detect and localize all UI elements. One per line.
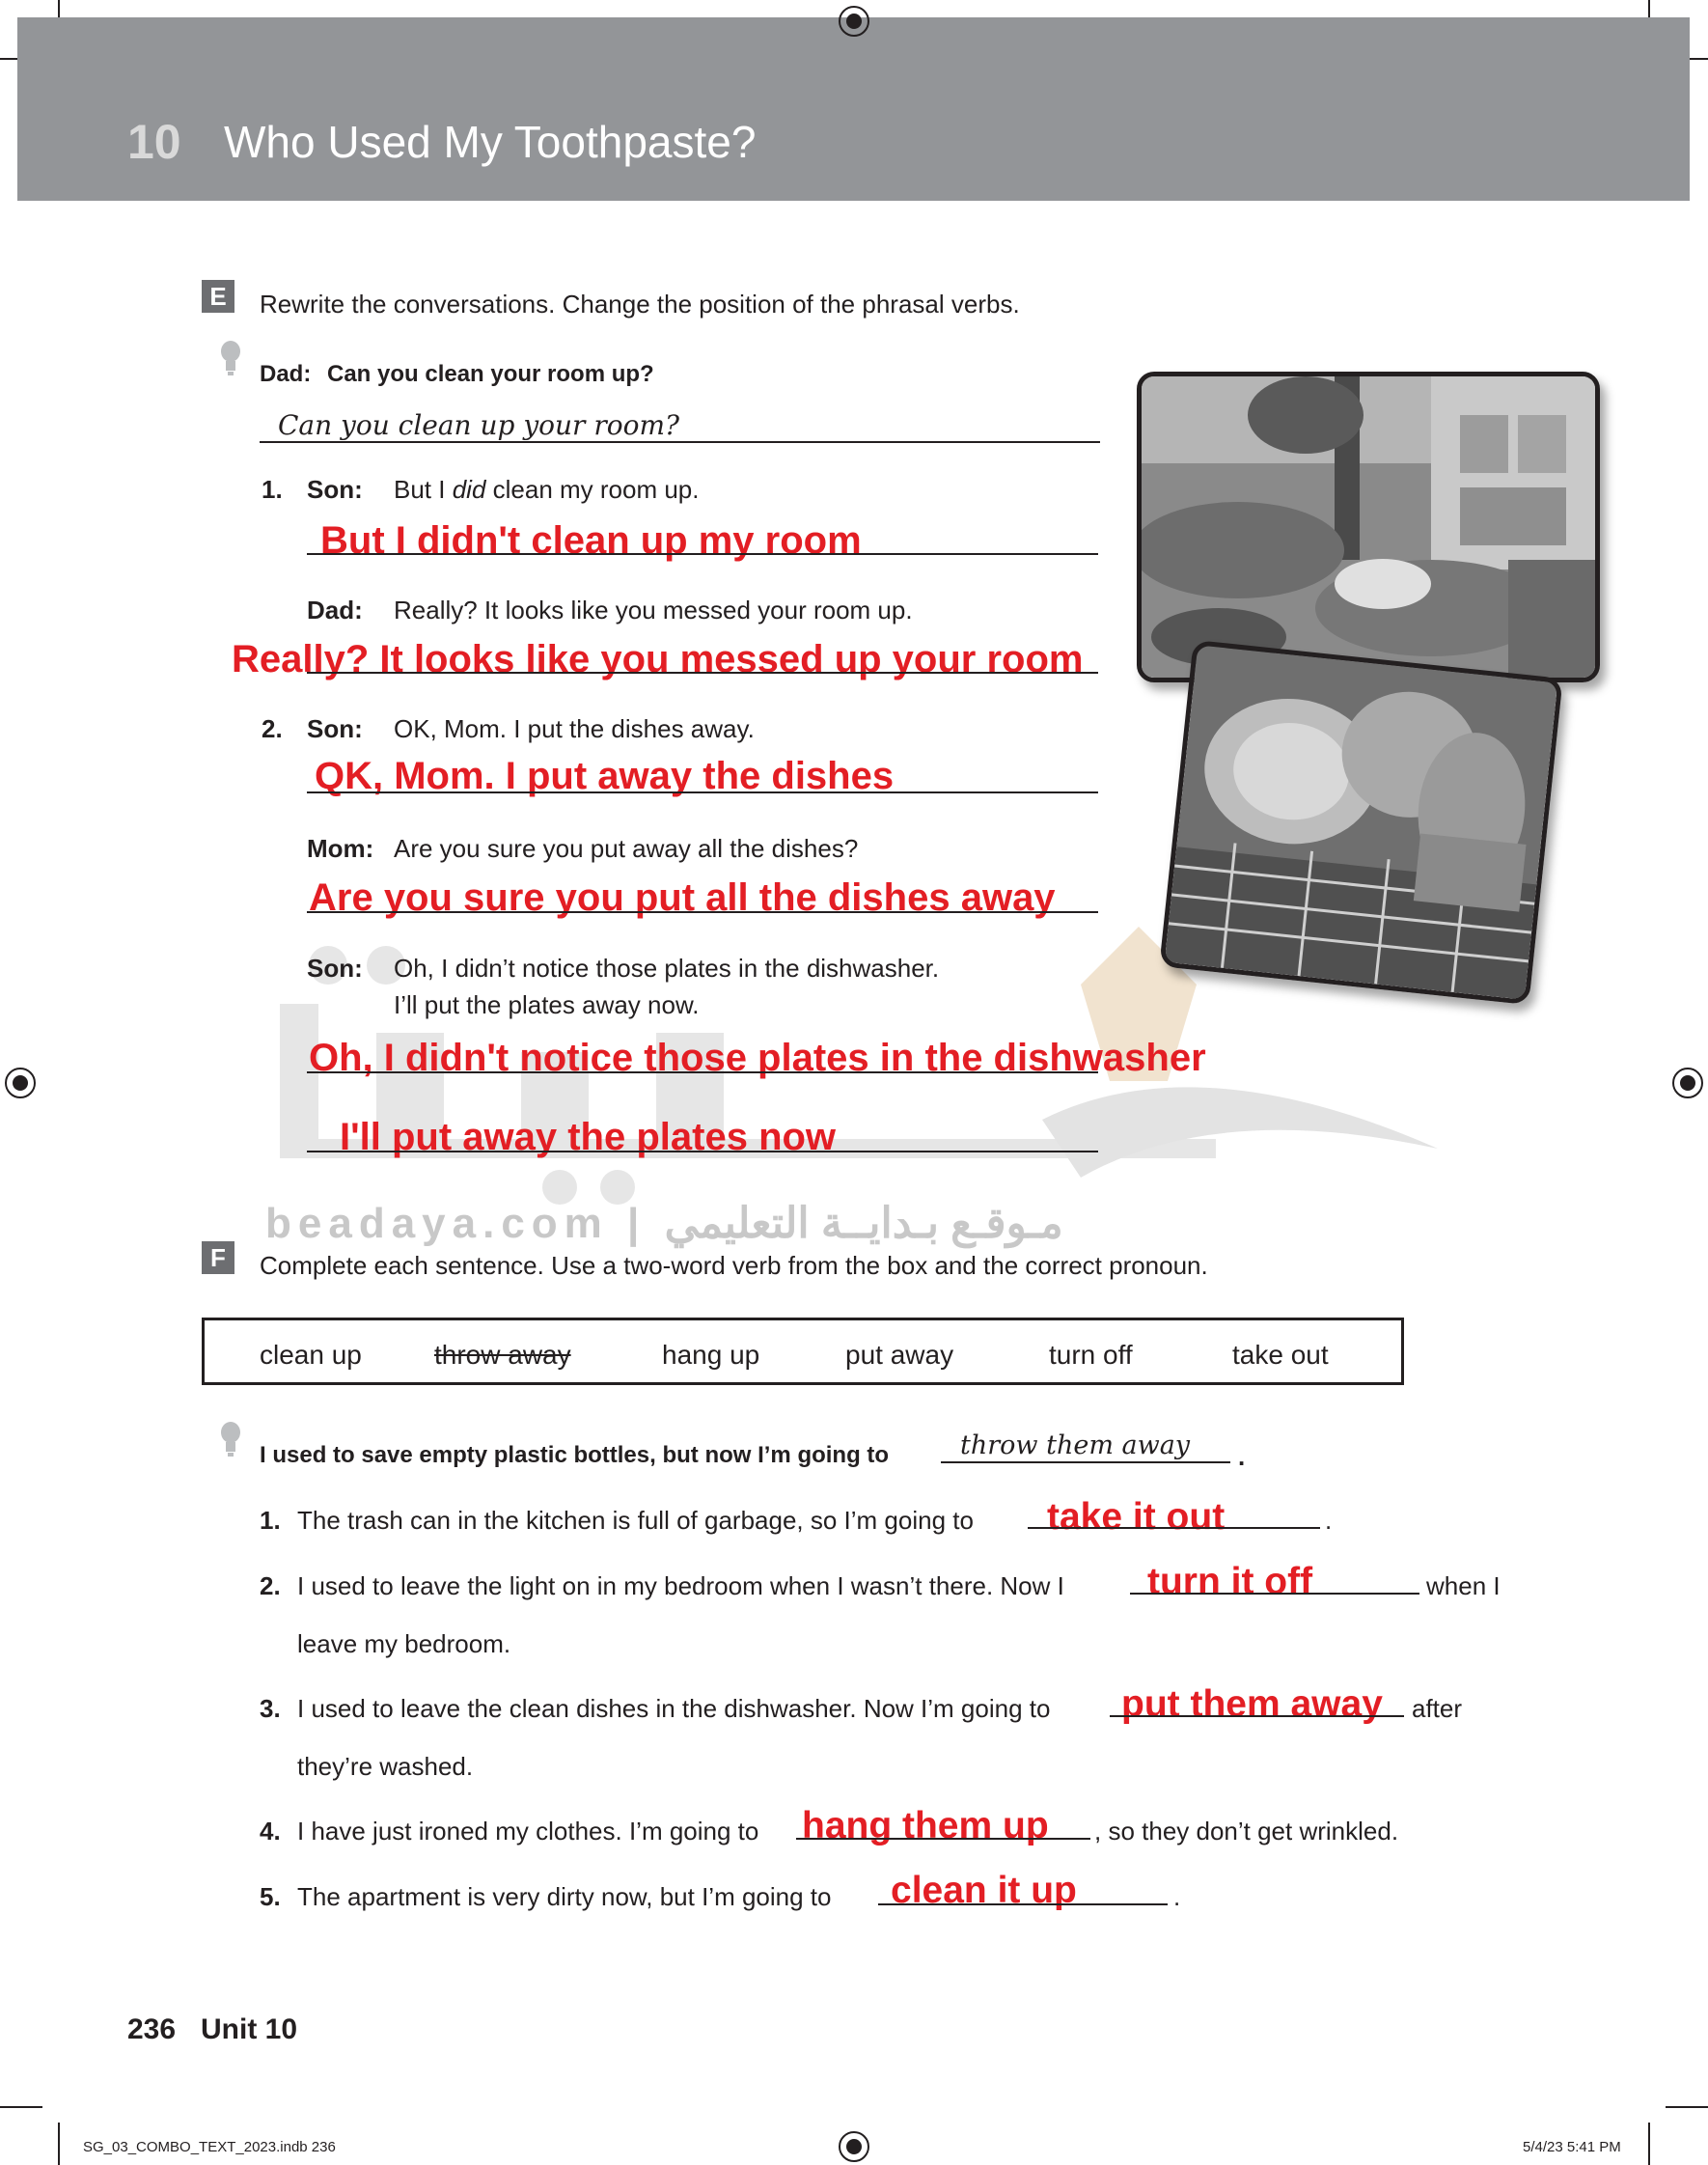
sentence-text: The apartment is very dirty now, but I’m going to <box>297 1882 832 1911</box>
messy-room-photo <box>1137 372 1600 682</box>
dialogue-line: OK, Mom. I put the dishes away. <box>394 714 755 743</box>
page-number: 236 <box>127 2013 177 2045</box>
sentence-text: . <box>1173 1882 1181 1911</box>
lightbulb-icon <box>220 1421 241 1457</box>
handwritten-answer: I'll put away the plates now <box>340 1116 837 1158</box>
item-number: 2. <box>260 1571 281 1600</box>
answer-line <box>307 911 1098 913</box>
dialogue-line: Are you sure you put away all the dishes? <box>394 834 859 863</box>
section-e-label: E <box>202 280 234 313</box>
speaker-label: Son: <box>307 954 363 983</box>
unit-label: Unit 10 <box>201 2013 298 2045</box>
word-box-item: put away <box>845 1340 954 1370</box>
print-timestamp: 5/4/23 5:41 PM <box>1523 2139 1621 2155</box>
lightbulb-icon <box>220 340 241 376</box>
answer-line <box>307 791 1098 793</box>
crop-mark <box>1666 2106 1708 2108</box>
dialogue-line: Really? It looks like you messed your room up. <box>394 596 913 625</box>
dishwasher-photo <box>1159 640 1562 1005</box>
item-number: 4. <box>260 1817 281 1846</box>
item-number: 2. <box>262 714 283 743</box>
answer-line <box>941 1461 1230 1463</box>
speaker-label: Mom: <box>307 834 374 863</box>
answer-line <box>307 553 1098 555</box>
item-number: 5. <box>260 1882 281 1911</box>
dialogue-text: But I <box>394 475 453 504</box>
handwritten-answer: Are you sure you put all the dishes away <box>309 876 1056 919</box>
registration-mark-icon <box>5 1068 36 1098</box>
answer-line <box>1028 1527 1320 1529</box>
answer-line <box>878 1903 1168 1905</box>
handwritten-answer: QK, Mom. I put away the dishes <box>315 755 895 797</box>
answer-line <box>1130 1593 1419 1595</box>
dialogue-line: I’ll put the plates away now. <box>394 990 700 1019</box>
speaker-label: Son: <box>307 714 363 743</box>
answer-line <box>796 1838 1090 1840</box>
dialogue-line: Oh, I didn’t notice those plates in the dishwasher. <box>394 954 940 983</box>
word-box-item-crossed: throw away <box>434 1340 571 1370</box>
handwritten-answer: Oh, I didn't notice those plates in the dishwasher <box>309 1037 1206 1079</box>
sentence-text: leave my bedroom. <box>297 1629 511 1658</box>
sentence-text: I used to leave the clean dishes in the dishwasher. Now I’m going to <box>297 1694 1051 1723</box>
crop-mark <box>1648 2123 1650 2165</box>
watermark-text: beadaya.com | مـوقـع بـدايــة التعليمي <box>265 1200 1063 1247</box>
section-f-instruction: Complete each sentence. Use a two-word verb from the box and the correct pronoun. <box>260 1251 1208 1280</box>
sentence-text: . <box>1325 1506 1333 1535</box>
answer-line <box>307 1071 1098 1073</box>
sentence-text: after <box>1412 1694 1463 1723</box>
handwritten-answer: put them away <box>1121 1683 1383 1725</box>
sentence-text: I used to leave the light on in my bedroom when I wasn’t there. Now I <box>297 1571 1064 1600</box>
registration-mark-icon <box>1672 1068 1703 1098</box>
handwritten-answer: But I didn't clean up my room <box>320 519 862 562</box>
handwritten-answer: hang them up <box>802 1805 1049 1846</box>
section-e-instruction: Rewrite the conversations. Change the position of the phrasal verbs. <box>260 290 1020 319</box>
word-box-item: hang up <box>662 1340 760 1370</box>
registration-mark-icon <box>839 2131 869 2162</box>
sentence-text: they’re washed. <box>297 1752 474 1781</box>
example-speaker: Dad: <box>260 361 312 387</box>
crop-mark <box>58 2123 60 2165</box>
handwritten-answer: turn it off <box>1147 1561 1313 1602</box>
sentence-end: . <box>1238 1442 1246 1471</box>
speaker-label: Dad: <box>307 596 363 625</box>
example-sentence: I used to save empty plastic bottles, but now I’m going to <box>260 1442 890 1468</box>
answer-line <box>307 672 1098 674</box>
page-title: Who Used My Toothpaste? <box>224 117 757 167</box>
file-name: SG_03_COMBO_TEXT_2023.indb 236 <box>83 2139 336 2155</box>
dialogue-text: clean my room up. <box>485 475 700 504</box>
item-number: 1. <box>260 1506 281 1535</box>
example-answer: Can you clean up your room? <box>278 409 680 441</box>
section-f-label: F <box>202 1241 234 1274</box>
sentence-text: when I <box>1426 1571 1501 1600</box>
answer-line <box>307 1151 1098 1152</box>
example-answer: throw them away <box>960 1430 1191 1460</box>
header-band <box>17 17 1690 201</box>
sentence-text: , so they don’t get wrinkled. <box>1094 1817 1399 1846</box>
dialogue-line <box>394 475 700 505</box>
unit-number: 10 <box>127 115 181 169</box>
registration-mark-icon <box>839 6 869 37</box>
answer-line <box>1110 1715 1404 1717</box>
handwritten-answer: Really? It looks like you messed up your room <box>232 638 1084 680</box>
example-prompt: Can you clean your room up? <box>327 361 654 387</box>
answer-line <box>260 441 1100 443</box>
sentence-text: The trash can in the kitchen is full of garbage, so I’m going to <box>297 1506 974 1535</box>
handwritten-answer: clean it up <box>891 1870 1077 1911</box>
item-number: 3. <box>260 1694 281 1723</box>
word-box-item: clean up <box>260 1340 362 1370</box>
word-box-item: take out <box>1232 1340 1329 1370</box>
sentence-text: I have just ironed my clothes. I’m going to <box>297 1817 759 1846</box>
word-box <box>202 1318 1404 1385</box>
item-number: 1. <box>262 475 283 504</box>
emphasis-text: did <box>452 475 486 504</box>
crop-mark <box>0 2106 42 2108</box>
handwritten-answer: take it out <box>1047 1496 1226 1538</box>
word-box-item: turn off <box>1049 1340 1133 1370</box>
speaker-label: Son: <box>307 475 363 504</box>
